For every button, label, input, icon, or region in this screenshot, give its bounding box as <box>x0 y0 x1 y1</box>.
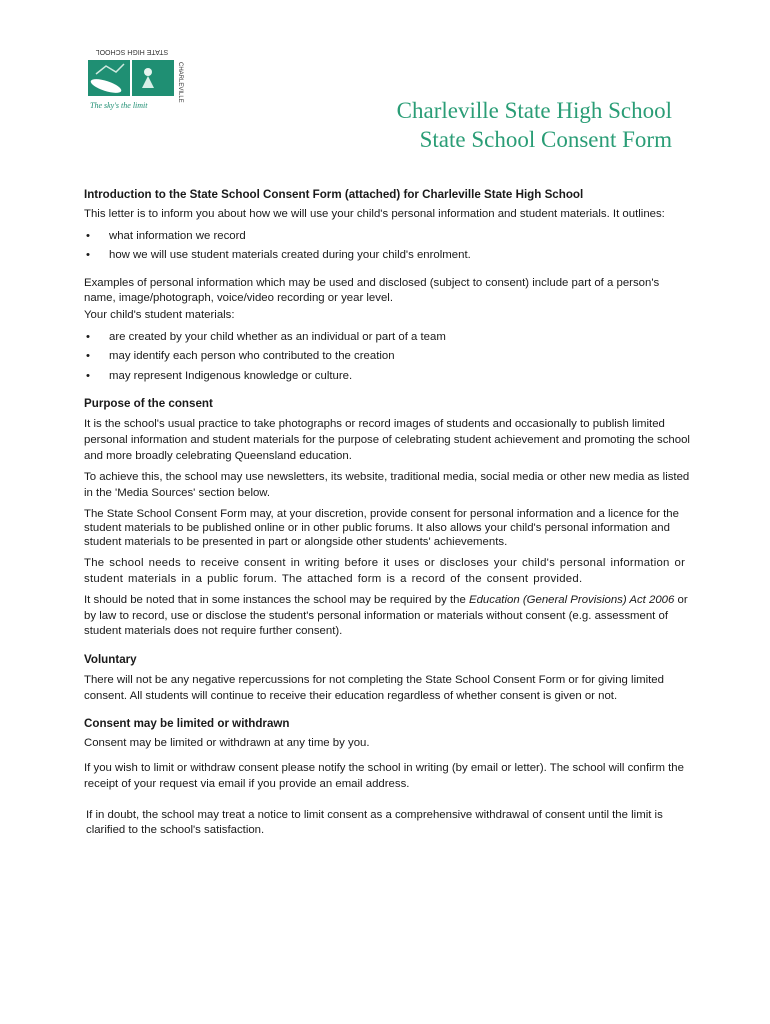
logo-top-text: STATE HIGH SCHOOL <box>95 48 169 55</box>
list-item: • may represent Indigenous knowledge or culture. <box>84 369 690 384</box>
examples-paragraph: Examples of personal information which may be used and disclosed (subject to consent) include part of a person's name, image/photograph, voice/video recording or year level. <box>84 276 660 305</box>
letter-body <box>84 187 690 845</box>
intro-heading: Introduction to the State School Consent Form (attached) for Charleville State High School <box>84 188 584 201</box>
student-materials-intro: Your child's student materials: <box>84 309 235 322</box>
intro-paragraph: This letter is to inform you about how we will use your child's personal information and student materials. It outlines: <box>84 208 665 221</box>
list-item: • how we will use student materials created during your child's enrolment. <box>84 248 690 263</box>
voluntary-heading: Voluntary <box>84 652 137 666</box>
act-citation: Education (General Provisions) Act 2006 <box>469 594 675 607</box>
school-logo <box>86 48 186 116</box>
purpose-paragraph-2: To achieve this, the school may use newsletters, its website, traditional media, social media or other new media as listed in the 'Media Sources' section below. <box>84 471 690 499</box>
materials-list <box>84 330 690 384</box>
purpose-paragraph-1: It is the school's usual practice to take photographs or record images of students and occasionally to publish limited personal information and student materials for the purpose of celebrating student achievement and promoting the school and more broadly celebrating Queensland education. <box>84 418 690 463</box>
outline-list <box>84 229 690 264</box>
limited-heading: Consent may be limited or withdrawn <box>84 716 290 730</box>
logo-side-text: CHARLEVILLE <box>177 62 183 103</box>
list-item: • are created by your child whether as an individual or part of a team <box>84 330 690 345</box>
title-form-name: State School Consent Form <box>419 127 672 152</box>
title-school-name: Charleville State High School <box>396 98 672 123</box>
purpose-heading: Purpose of the consent <box>84 397 213 411</box>
list-item: • may identify each person who contributed to the creation <box>84 349 690 364</box>
document-title <box>397 96 672 154</box>
purpose-paragraph-5: It should be noted that in some instances the school may be required by the Education (General Provisions) Act 2006 or by law to record, use or disclose the student's personal information or materials without consent (e.g. assessment of student materials does not require further consent). <box>84 594 688 638</box>
purpose-paragraph-4: The school needs to receive consent in writing before it uses or discloses your child's personal information or student materials in a public forum. The attached form is a record of the consent provided. <box>84 557 686 586</box>
limited-paragraph-2: If you wish to limit or withdraw consent please notify the school in writing (by email or letter). The school will confirm the receipt of your request via email if you provide an email address. <box>84 761 684 790</box>
purpose-paragraph-3: The State School Consent Form may, at your discretion, provide consent for personal information and a licence for the student materials to be published online or in other public forums. It also allows your child's personal information and student materials to be presented in part or alongside other students' achievements. <box>84 508 679 549</box>
limited-paragraph-3: If in doubt, the school may treat a notice to limit consent as a comprehensive withdrawal of consent until the limit is clarified to the school's satisfaction. <box>86 808 663 837</box>
logo-motto: The sky's the limit <box>90 101 148 110</box>
voluntary-paragraph: There will not be any negative repercussions for not completing the State School Consent Form or for giving limited consent. All students will continue to receive their education regardless of whether consent is given or not. <box>84 673 664 702</box>
list-item: • what information we record <box>84 229 690 244</box>
limited-paragraph-1: Consent may be limited or withdrawn at any time by you. <box>84 737 370 750</box>
